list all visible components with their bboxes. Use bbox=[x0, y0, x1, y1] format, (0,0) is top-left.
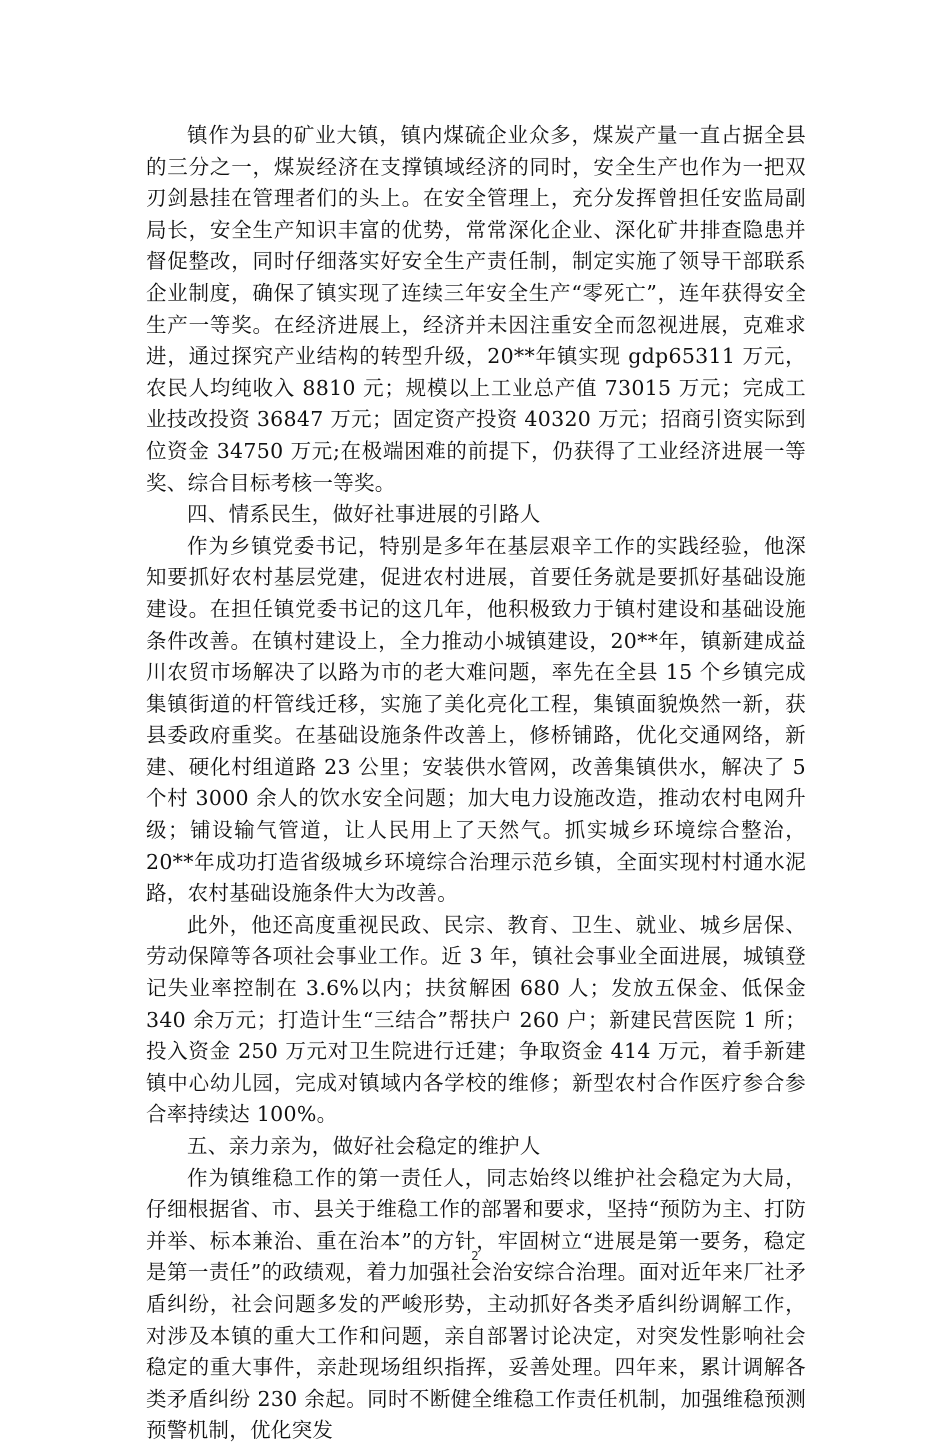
paragraph-infrastructure: 作为乡镇党委书记，特别是多年在基层艰辛工作的实践经验，他深知要抓好农村基层党建，促进农村进展，首要任务就是要抓好基础设施建设。在担任镇党委书记的这几年，他积极致力于镇村建设和基础设施条件改善。在镇村建设上，全力推动小城镇建设，20**年，镇新建成益川农贸市场解决了以路为市的老大难问题，率先在全县 15 个乡镇完成集镇街道的杆管线迁移，实施了美化亮化工程，集镇面貌焕然一新，获县委政府重奖。在基础设施条件改善上，修桥铺路，优化交通网络，新建、硬化村组道路 23 公里；安装供水管网，改善集镇供水，解决了 5 个村 3000 余人的饮水安全问题；加大电力设施改造，推动农村电网升级；铺设输气管道，让人民用上了天然气。抓实城乡环境综合整治，20**年成功打造省级城乡环境综合治理示范乡镇，全面实现村村通水泥路，农村基础设施条件大为改善。 bbox=[146, 533, 806, 906]
document-page bbox=[146, 120, 806, 1447]
paragraph-social-affairs: 此外，他还高度重视民政、民宗、教育、卫生、就业、城乡居保、劳动保障等各项社会事业工作。近 3 年，镇社会事业全面进展，城镇登记失业率控制在 3.6%以内；扶贫解困 680 人；发放五保金、低保金 340 余万元；打造计生“三结合”帮扶户 260 户；新建民营医院 1 所；投入资金 250 万元对卫生院进行迁建；争取资金 414 万元，着手新建镇中心幼儿园，完成对镇域内各学校的维修；新型农村合作医疗参合参合率持续达 100%。 bbox=[146, 912, 806, 1127]
paragraph-mining-safety-economy: 镇作为县的矿业大镇，镇内煤硫企业众多，煤炭产量一直占据全县的三分之一，煤炭经济在支撑镇域经济的同时，安全生产也作为一把双刃剑悬挂在管理者们的头上。在安全管理上，充分发挥曾担任安监局副局长，安全生产知识丰富的优势，常常深化企业、深化矿井排查隐患并督促整改，同时仔细落实好安全生产责任制，制定实施了领导干部联系企业制度，确保了镇实现了连续三年安全生产“零死亡”，连年获得安全生产一等奖。在经济进展上，经济并未因注重安全而忽视进展，克难求进，通过探究产业结构的转型升级，20**年镇实现 gdp65311 万元，农民人均纯收入 8810 元；规模以上工业总产值 73015 万元；完成工业技改投资 36847 万元；固定资产投资 40320 万元；招商引资实际到位资金 34750 万元;在极端困难的前提下，仍获得了工业经济进展一等奖、综合目标考核一等奖。 bbox=[146, 123, 806, 495]
page-number: 2 bbox=[471, 1249, 479, 1263]
section-heading-five: 五、亲力亲为，做好社会稳定的维护人 bbox=[187, 1134, 541, 1158]
section-heading-four: 四、情系民生，做好社事进展的引路人 bbox=[187, 502, 541, 527]
paragraph-stability: 作为镇维稳工作的第一责任人，同志始终以维护社会稳定为大局，仔细根据省、市、县关于维稳工作的部署和要求，坚持“预防为主、打防并举、标本兼治、重在治本”的方针，牢固树立“进展是第一要务，稳定是第一责任”的政绩观，着力加强社会治安综合治理。面对近年来厂社矛盾纠纷，社会问题多发的严峻形势，主动抓好各类矛盾纠纷调解工作，对涉及本镇的重大工作和问题，亲自部署讨论决定，对突发性影响社会稳定的重大事件，亲赴现场组织指挥，妥善处理。四年来，累计调解各类矛盾纠纷 230 余起。同时不断健全维稳工作责任机制，加强维稳预测预警机制，优化突发 bbox=[146, 1165, 806, 1443]
